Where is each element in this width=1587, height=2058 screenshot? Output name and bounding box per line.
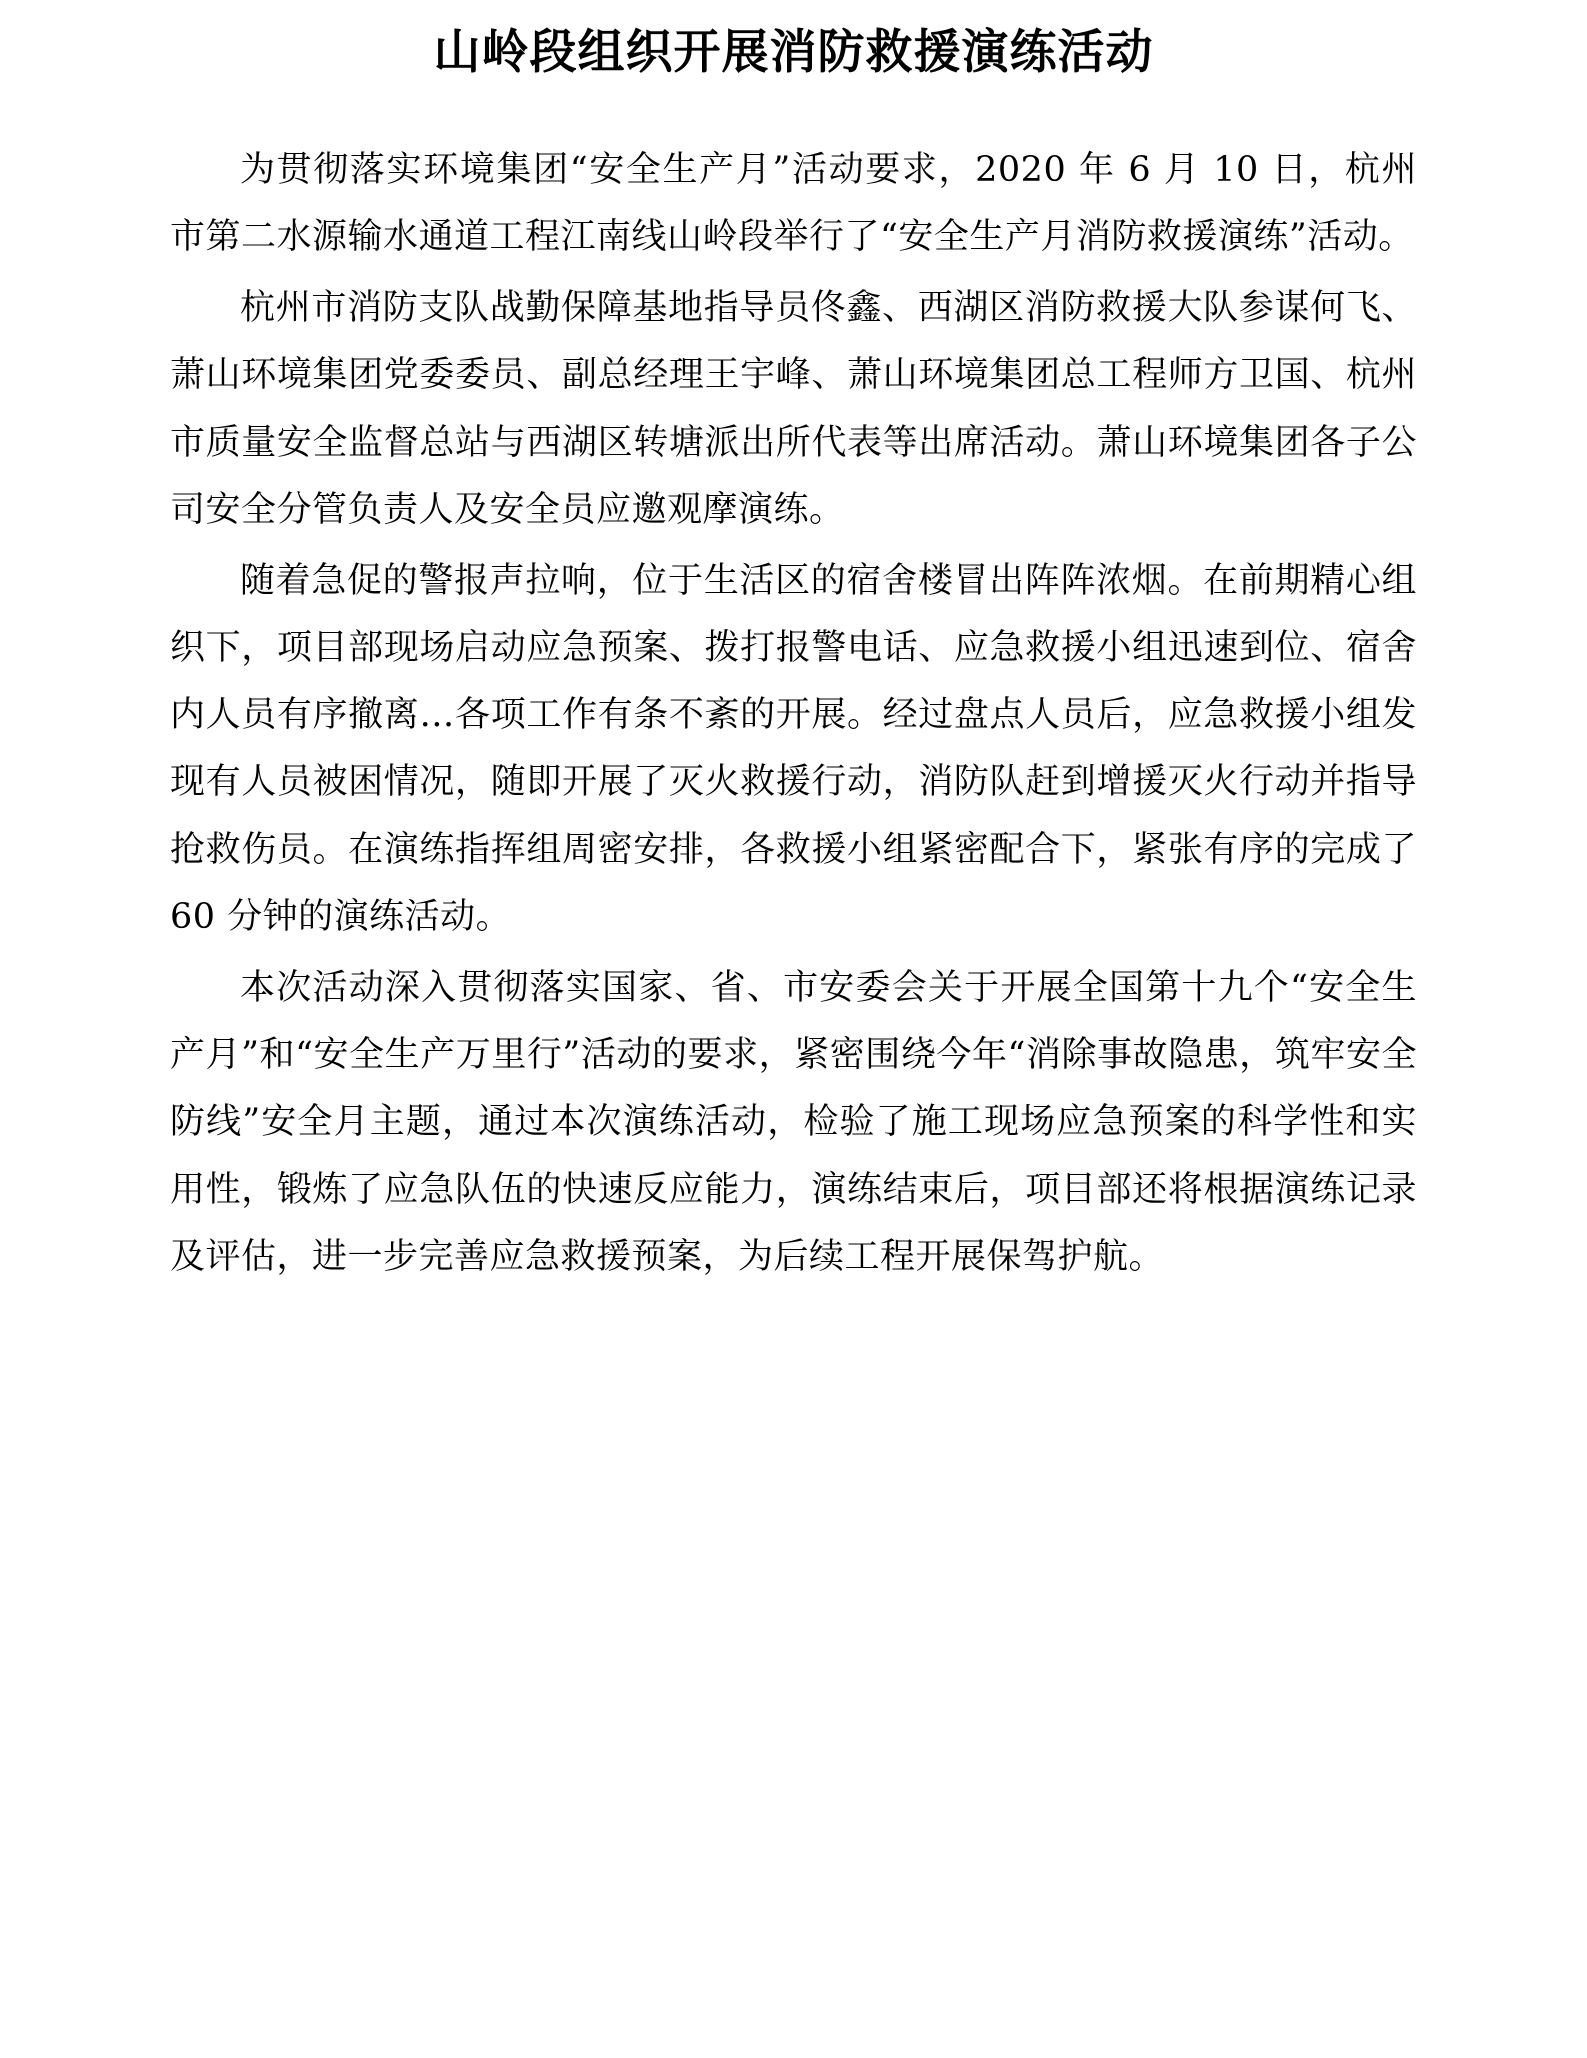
paragraph: 为贯彻落实环境集团“安全生产月”活动要求，2020 年 6 月 10 日，杭州市第二水源输水通道工程江南线山岭段举行了“安全生产月消防救援演练”活动。 xyxy=(170,149,1417,257)
document-body xyxy=(170,137,1417,1291)
page-title: 山岭段组织开展消防救援演练活动 xyxy=(433,25,1154,80)
paragraph: 本次活动深入贯彻落实国家、省、市安委会关于开展全国第十九个“安全生产月”和“安全生产万里行”活动的要求，紧密围绕今年“消除事故隐患，筑牢安全防线”安全月主题，通过本次演练活动，检验了施工现场应急预案的科学性和实用性，锻炼了应急队伍的快速反应能力，演练结束后，项目部还将根据演练记录及评估，进一步完善应急救援预案，为后续工程开展保驾护航。 xyxy=(170,968,1417,1277)
paragraph: 杭州市消防支队战勤保障基地指导员佟鑫、西湖区消防救援大队参谋何飞、萧山环境集团党委委员、副总经理王宇峰、萧山环境集团总工程师方卫国、杭州市质量安全监督总站与西湖区转塘派出所代表等出席活动。萧山环境集团各子公司安全分管负责人及安全员应邀观摩演练。 xyxy=(170,288,1417,530)
paragraph: 随着急促的警报声拉响，位于生活区的宿舍楼冒出阵阵浓烟。在前期精心组织下，项目部现场启动应急预案、拨打报警电话、应急救援小组迅速到位、宿舍内人员有序撤离…各项工作有条不紊的开展。经过盘点人员后，应急救援小组发现有人员被困情况，随即开展了灭火救援行动，消防队赶到增援灭火行动并指导抢救伤员。在演练指挥组周密安排，各救援小组紧密配合下，紧张有序的完成了 60 分钟的演练活动。 xyxy=(170,560,1417,937)
